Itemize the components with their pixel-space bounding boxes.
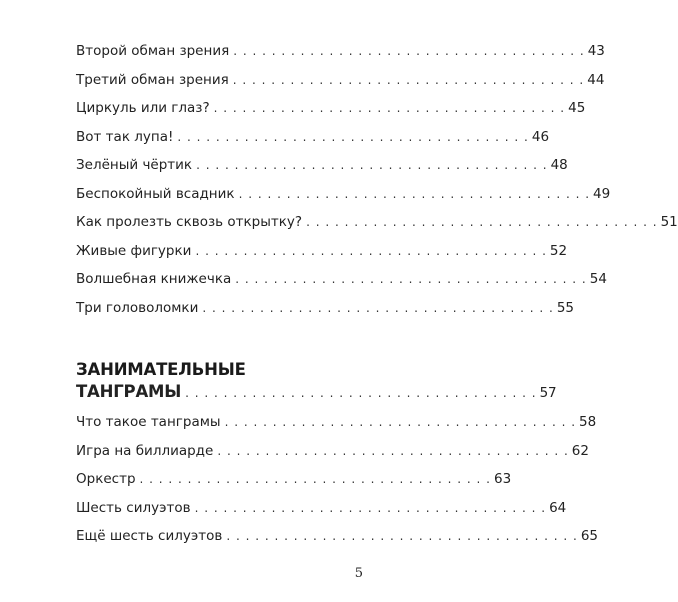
toc-entry[interactable] xyxy=(76,299,574,331)
dot-leader: . . . . . . . . . . . . . . . . . . . . . . . . . . . . . . . . . . . . . xyxy=(202,300,554,315)
toc-entry-page: 52 xyxy=(549,242,568,259)
toc-entry-page: 55 xyxy=(556,299,574,316)
toc-entry-title: Зелёный чёртик xyxy=(76,157,193,173)
toc-entry[interactable] xyxy=(76,128,550,160)
toc-entry-page: 63 xyxy=(493,471,512,487)
dot-leader: . . . . . . . . . . . . . . . . . . . . . . . . . . . . . . . . . . . . . xyxy=(177,129,529,144)
toc-entry[interactable] xyxy=(76,214,678,245)
dot-leader: . . . . . . . . . . . . . . . . . . . . . . . . . . . . . . . . . . . . . xyxy=(196,158,548,172)
toc-entry-title: Волшебная книжечка xyxy=(76,271,232,287)
toc-entry-title: Шесть силуэтов xyxy=(76,499,191,516)
toc-entry-page: 58 xyxy=(579,414,597,430)
toc-entry-title: Третий обман зрения xyxy=(76,71,229,88)
toc-entry-page: 51 xyxy=(660,214,678,230)
toc-entry-page: 46 xyxy=(531,128,550,145)
toc-entry[interactable] xyxy=(76,185,611,217)
toc-entry-title: Беспокойный всадник xyxy=(76,185,235,202)
toc-entry-page: 43 xyxy=(587,43,605,59)
toc-entry-page: 44 xyxy=(587,71,605,88)
dot-leader: . . . . . . . . . . . . . . . . . . . . . . . . . . . . . . . . . . . . . xyxy=(238,186,591,201)
toc-entry-page: 45 xyxy=(568,100,586,116)
toc-entry-title: Как пролезть сквозь открытку? xyxy=(76,214,303,230)
dot-leader: . . . . . . . . . . . . . . . . . . . . . . . . . . . . . . . . . . . . . xyxy=(226,529,578,543)
dot-leader: . . . . . . . . . . . . . . . . . . . . . . . . . . . . . . . . . . . . . xyxy=(235,272,587,286)
table-of-contents xyxy=(76,43,678,559)
section-page: 57 xyxy=(539,385,557,401)
toc-entry[interactable] xyxy=(76,442,589,474)
toc-entry-title: Что такое танграмы xyxy=(76,414,221,430)
toc-entry-title: Вот так лупа! xyxy=(76,128,174,145)
toc-entry[interactable] xyxy=(76,471,512,502)
dot-leader: . . . . . . . . . . . . . . . . . . . . . . . . . . . . . . . . . . . . . xyxy=(217,443,569,458)
toc-entry[interactable] xyxy=(76,271,607,302)
toc-entry-page: 65 xyxy=(580,528,598,544)
toc-entries-bottom xyxy=(76,414,598,559)
toc-entry-page: 48 xyxy=(550,157,568,173)
toc-entry-page: 54 xyxy=(589,271,607,287)
page-number: 5 xyxy=(354,566,363,581)
toc-entry[interactable] xyxy=(76,528,598,559)
toc-entries-top xyxy=(76,43,678,330)
toc-entry[interactable] xyxy=(76,242,568,274)
toc-entry-title: Циркуль или глаз? xyxy=(76,100,210,116)
dot-leader: . . . . . . . . . . . . . . . . . . . . . . . . . . . . . . . . . . . . . xyxy=(213,101,566,115)
section-title-line2: ТАНГРАМЫ xyxy=(76,382,182,401)
toc-entry-title: Оркестр xyxy=(76,471,136,487)
toc-entry[interactable] xyxy=(76,499,567,531)
toc-entry[interactable] xyxy=(76,100,586,131)
dot-leader: . . . . . . . . . . . . . . . . . . . . . . . . . . . . . . . . . . . . . xyxy=(139,472,491,486)
section-entry[interactable] xyxy=(76,382,557,414)
dot-leader: . . . . . . . . . . . . . . . . . . . . . . . . . . . . . . . . . . . . . xyxy=(194,500,547,515)
section-title-line1: ЗАНИМАТЕЛЬНЫЕ xyxy=(76,360,246,379)
toc-entry[interactable] xyxy=(76,43,605,74)
dot-leader: . . . . . . . . . . . . . . . . . . . . . . . . . . . . . . . . . . . . . xyxy=(232,72,585,87)
dot-leader: . . . . . . . . . . . . . . . . . . . . . . . . . . . . . . . . . . . . . xyxy=(185,386,537,400)
dot-leader: . . . . . . . . . . . . . . . . . . . . . . . . . . . . . . . . . . . . . xyxy=(306,215,658,229)
toc-entry-title: Игра на биллиарде xyxy=(76,442,214,459)
toc-entry-title: Живые фигурки xyxy=(76,242,192,259)
toc-entry[interactable] xyxy=(76,414,597,445)
toc-entry-page: 49 xyxy=(593,185,611,202)
dot-leader: . . . . . . . . . . . . . . . . . . . . . . . . . . . . . . . . . . . . . xyxy=(195,243,547,258)
toc-entry-title: Три головоломки xyxy=(76,299,199,316)
toc-entry-title: Ещё шесть силуэтов xyxy=(76,528,223,544)
toc-entry[interactable] xyxy=(76,71,605,103)
dot-leader: . . . . . . . . . . . . . . . . . . . . . . . . . . . . . . . . . . . . . xyxy=(224,415,577,429)
toc-entry-page: 64 xyxy=(549,499,567,516)
dot-leader: . . . . . . . . . . . . . . . . . . . . . . . . . . . . . . . . . . . . . xyxy=(233,44,585,58)
toc-entry-page: 62 xyxy=(571,442,589,459)
toc-entry-title: Второй обман зрения xyxy=(76,43,230,59)
section-heading xyxy=(76,360,557,414)
toc-entry[interactable] xyxy=(76,157,568,188)
